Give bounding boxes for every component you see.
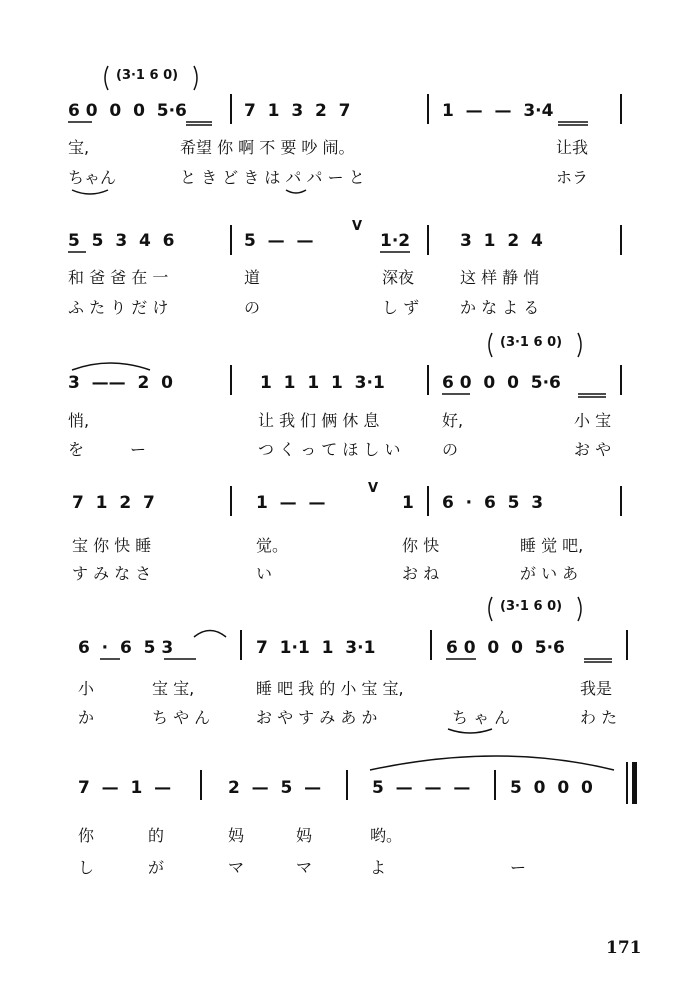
notes-measure: 6 0 0 0 5·6: [446, 638, 565, 658]
notes-measure: 5 — — —: [372, 778, 471, 798]
lyric-chinese: 希望 你 啊 不 要 吵 闹。: [180, 138, 355, 157]
notes-measure: 1 — —: [256, 493, 326, 513]
lyric-chinese: 小 宝: [574, 411, 612, 430]
notes-measure: 3 1 2 4: [460, 231, 543, 251]
lyric-japanese: ち ゃ ん: [452, 708, 511, 727]
lyric-japanese: し ず: [382, 298, 420, 317]
lyric-chinese: 深夜: [382, 268, 415, 287]
notes-measure: 7 1·1 1 3·1: [256, 638, 376, 658]
lyric-japanese: す み な さ: [72, 564, 152, 583]
lyric-chinese: 宝,: [68, 138, 90, 157]
notes-measure: 7 1 3 2 7: [244, 101, 351, 121]
lyric-japanese: を: [68, 440, 85, 459]
notes-measure: 6 0 0 0 5·6: [442, 373, 561, 393]
lyric-japanese: し: [78, 858, 95, 877]
lyric-chinese: 哟。: [370, 826, 403, 845]
intro-notation: (3·1 6 0): [500, 335, 563, 350]
intro-notation: (3·1 6 0): [500, 599, 563, 614]
notes-measure: 1: [402, 493, 414, 513]
lyric-japanese: ー: [510, 858, 527, 877]
lyric-japanese: わ た: [580, 708, 618, 727]
lyric-chinese: 睡 吧 我 的 小 宝 宝,: [256, 679, 404, 698]
notes-measure: 7 1 2 7: [72, 493, 155, 513]
lyric-chinese: 你: [78, 826, 95, 845]
notes-measure: 5 0 0 0: [510, 778, 593, 798]
lyric-japanese: よ: [370, 858, 387, 877]
lyric-japanese: ふ た り だ け: [68, 298, 169, 317]
lyric-japanese: つ く っ て ほ し い: [258, 440, 401, 459]
lyric-chinese: 这 样 静 悄: [460, 268, 540, 287]
notes-measure: 2 — 5 —: [228, 778, 322, 798]
lyric-chinese: 睡 觉 吧,: [520, 536, 584, 555]
lyric-japanese: が: [148, 858, 165, 877]
lyric-chinese: 悄,: [68, 411, 90, 430]
lyric-japanese: お や: [574, 440, 612, 459]
lyric-chinese: 让我: [556, 138, 589, 157]
lyric-japanese: が い あ: [520, 564, 579, 583]
lyric-japanese: ちゃん: [68, 168, 117, 187]
lyric-japanese: お ね: [402, 564, 440, 583]
lyric-chinese: 的: [148, 826, 165, 845]
breath-mark: V: [352, 219, 363, 234]
lyric-chinese: 妈: [296, 826, 313, 845]
notes-measure: 3 —— 2 0: [68, 373, 173, 393]
notes-measure: 1 — — 3·4: [442, 101, 554, 121]
lyric-japanese: か: [78, 708, 95, 727]
lyric-chinese: 小: [78, 679, 95, 698]
lyric-chinese: 和 爸 爸 在 一: [68, 268, 169, 287]
notes-measure: 1 1 1 1 3·1: [260, 373, 385, 393]
notes-measure: 1·2: [380, 231, 411, 251]
lyric-japanese: か な よ る: [460, 298, 540, 317]
lyric-japanese: の: [442, 440, 459, 459]
lyric-japanese: と き ど き は パ パ ー と: [180, 168, 365, 187]
lyric-japanese: い: [256, 564, 273, 583]
lyric-japanese: マ: [296, 858, 313, 877]
lyric-japanese: の: [244, 298, 261, 317]
lyric-chinese: 好,: [442, 411, 464, 430]
page-number: 171: [606, 938, 642, 958]
notes-measure: 7 — 1 —: [78, 778, 172, 798]
lyric-chinese: 让 我 们 俩 休 息: [258, 411, 380, 430]
notes-measure: 6 · 6 5 3: [442, 493, 544, 513]
lyric-chinese: 我是: [580, 679, 613, 698]
lyric-japanese: ホラ: [556, 168, 589, 187]
lyric-japanese: マ: [228, 858, 245, 877]
lyric-japanese: ち や ん: [152, 708, 211, 727]
lyric-chinese: 宝 宝,: [152, 679, 195, 698]
lyric-chinese: 觉。: [256, 536, 289, 555]
breath-mark: V: [368, 481, 379, 496]
lyric-chinese: 宝 你 快 睡: [72, 536, 152, 555]
lyric-japanese: お や す み あ か: [256, 708, 378, 727]
notes-measure: 6 0 0 0 5·6: [68, 101, 187, 121]
notes-measure: 6 · 6 5 3: [78, 638, 174, 658]
intro-notation: (3·1 6 0): [116, 68, 179, 83]
notes-measure: 5 — —: [244, 231, 314, 251]
lyric-chinese: 你 快: [402, 536, 440, 555]
lyric-chinese: 妈: [228, 826, 245, 845]
lyric-chinese: 道: [244, 268, 261, 287]
notes-measure: 5 5 3 4 6: [68, 231, 175, 251]
lyric-japanese: ー: [130, 440, 147, 459]
